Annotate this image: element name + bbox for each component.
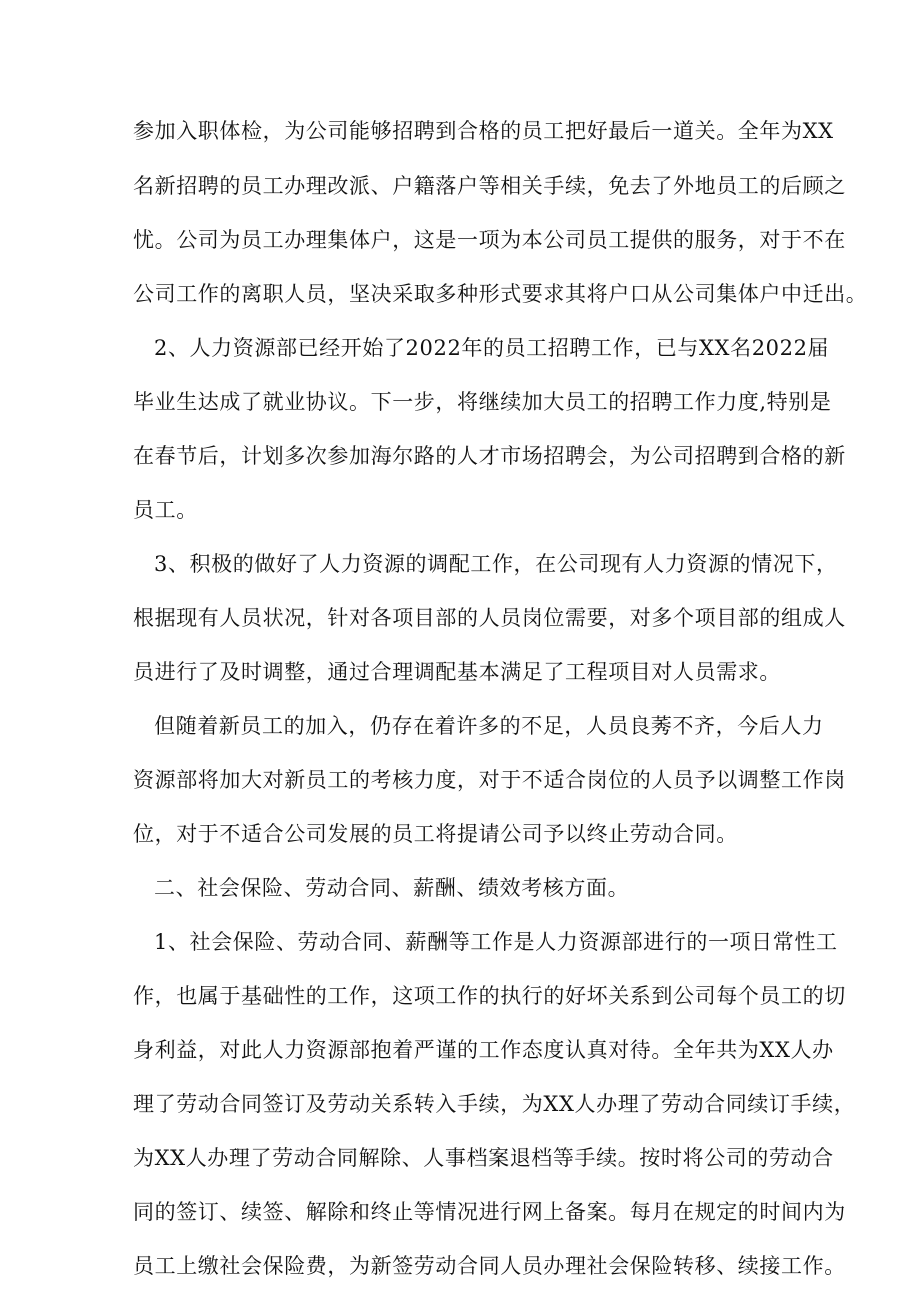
text-line: 资源部将加大对新员工的考核力度，对于不适合岗位的人员予以调整工作岗	[133, 768, 846, 792]
text-line: 作，也属于基础性的工作，这项工作的执行的好坏关系到公司每个员工的切	[133, 984, 846, 1008]
paragraph-start-line: 1、社会保险、劳动合同、薪酬等工作是人力资源部进行的一项日常性工	[154, 930, 838, 954]
text-line: 毕业生达成了就业协议。下一步，将继续加大员工的招聘工作力度,特别是	[133, 390, 832, 414]
text-line: 名新招聘的员工办理改派、户籍落户等相关手续，免去了外地员工的后顾之	[133, 174, 846, 198]
paragraph-start-line: 但随着新员工的加入，仍存在着许多的不足，人员良莠不齐，今后人力	[154, 714, 824, 738]
text-line: 公司工作的离职人员，坚决采取多种形式要求其将户口从公司集体户中迁出。	[133, 282, 868, 306]
text-line: 员工。	[133, 498, 198, 522]
text-line: 根据现有人员状况，针对各项目部的人员岗位需要，对多个项目部的组成人	[133, 606, 846, 630]
section-heading: 二、社会保险、劳动合同、薪酬、绩效考核方面。	[154, 876, 630, 900]
text-line: 参加入职体检，为公司能够招聘到合格的员工把好最后一道关。全年为XX	[133, 119, 834, 143]
text-line: 为XX人办理了劳动合同解除、人事档案退档等手续。按时将公司的劳动合	[133, 1146, 834, 1170]
text-line: 忧。公司为员工办理集体户，这是一项为本公司员工提供的服务，对于不在	[133, 228, 846, 252]
paragraph-start-line: 3、积极的做好了人力资源的调配工作，在公司现有人力资源的情况下，	[154, 552, 838, 576]
text-line: 员进行了及时调整，通过合理调配基本满足了工程项目对人员需求。	[133, 660, 781, 684]
text-line: 位，对于不适合公司发展的员工将提请公司予以终止劳动合同。	[133, 822, 738, 846]
text-line: 在春节后，计划多次参加海尔路的人才市场招聘会，为公司招聘到合格的新	[133, 444, 846, 468]
text-line: 身利益，对此人力资源部抱着严谨的工作态度认真对待。全年共为XX人办	[133, 1038, 834, 1062]
text-line: 理了劳动合同签订及劳动关系转入手续，为XX人办理了劳动合同续订手续，	[133, 1092, 856, 1116]
text-line: 同的签订、续签、解除和终止等情况进行网上备案。每月在规定的时间内为	[133, 1200, 846, 1224]
text-line: 员工上缴社会保险费，为新签劳动合同人员办理社会保险转移、续接工作。	[133, 1254, 846, 1278]
paragraph-start-line: 2、人力资源部已经开始了2022年的员工招聘工作，已与XX名2022届	[154, 336, 830, 360]
